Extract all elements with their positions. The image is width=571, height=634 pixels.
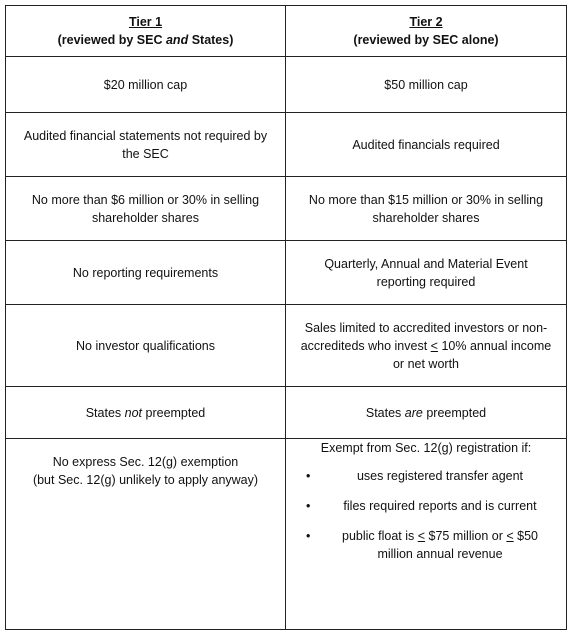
tier-comparison-table (5, 5, 567, 630)
audit-tier1-cell: Audited financial statements not required by the SEC (6, 113, 286, 177)
tier1-header (6, 6, 286, 57)
table-row (6, 305, 567, 387)
table-row (6, 177, 567, 241)
exemption-tier1-line2: (but Sec. 12(g) unlikely to apply anyway) (32, 473, 259, 487)
tier2-title: Tier 2 (409, 15, 443, 29)
exemption-tier2-cell (286, 439, 567, 630)
tier1-subtitle: (reviewed by SEC and States) (57, 33, 234, 47)
table-row (6, 241, 567, 305)
exemption-bullet-list (300, 467, 552, 563)
list-item: • files required reports and is current (328, 497, 552, 515)
tier2-header (286, 6, 567, 57)
table-row (6, 57, 567, 113)
table-row (6, 439, 567, 630)
list-item: • uses registered transfer agent (328, 467, 552, 485)
states-tier1-cell: States not preempted (6, 387, 286, 439)
states-tier2-cell: States are preempted (286, 387, 567, 439)
reporting-tier2-cell: Quarterly, Annual and Material Event reporting required (286, 241, 567, 305)
cap-tier2-cell: $50 million cap (286, 57, 567, 113)
audit-tier2-cell: Audited financials required (286, 113, 567, 177)
table-row (6, 387, 567, 439)
list-item: • public float is < $75 million or < $50 million annual revenue (328, 527, 552, 563)
exemption-tier1-cell (6, 439, 286, 630)
header-row (6, 6, 567, 57)
reporting-tier1-cell: No reporting requirements (6, 241, 286, 305)
selling-tier2-cell: No more than $15 million or 30% in selling shareholder shares (286, 177, 567, 241)
cap-tier1-cell: $20 million cap (6, 57, 286, 113)
table-row (6, 113, 567, 177)
selling-tier1-cell: No more than $6 million or 30% in selling shareholder shares (6, 177, 286, 241)
exemption-intro: Exempt from Sec. 12(g) registration if: (320, 441, 532, 455)
investor-tier1-cell: No investor qualifications (6, 305, 286, 387)
tier1-title: Tier 1 (128, 15, 163, 29)
investor-tier2-cell: Sales limited to accredited investors or non-accrediteds who invest < 10% annual income or net worth (286, 305, 567, 387)
exemption-tier1-line1: No express Sec. 12(g) exemption (52, 455, 239, 469)
tier2-subtitle: (reviewed by SEC alone) (353, 33, 499, 47)
